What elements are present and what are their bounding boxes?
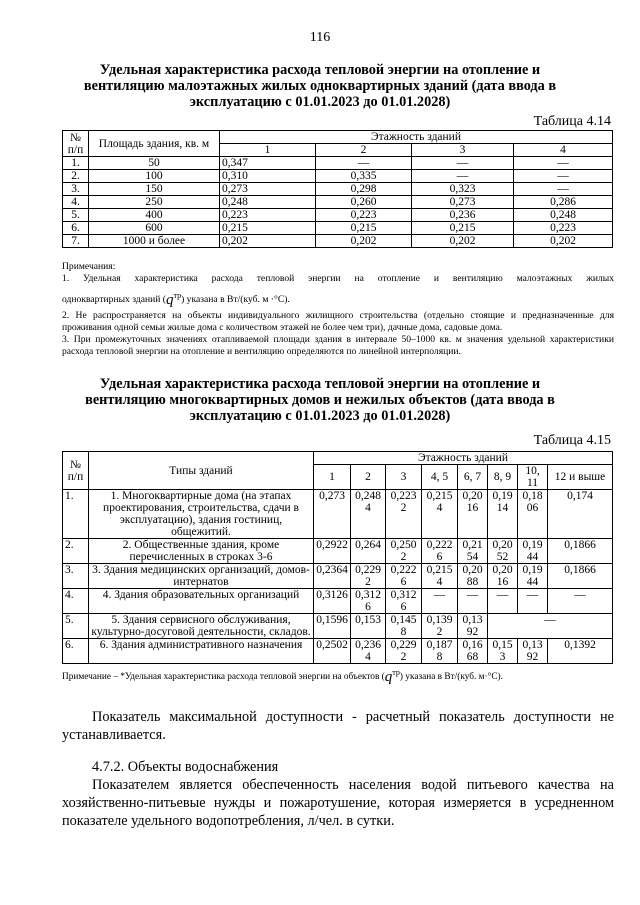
table-row (63, 222, 613, 235)
row-type: 3. Здания медицинских организаций, домов-интернатов (89, 564, 314, 589)
table2-note: Примечание – *Удельная характеристика расхода тепловой энергии на объектов $(q^{тр})$ указана в Вт/(куб. м·°С). (62, 668, 503, 685)
value-cell: 0,2226 (386, 564, 422, 589)
value-cell: 0,273 (412, 196, 514, 209)
value-cell: 0,2292 (351, 564, 386, 589)
value-cell: 0,1392 (518, 639, 548, 664)
value-cell: — (514, 170, 613, 183)
value-cell: 0,2154 (422, 564, 458, 589)
value-cell: 0,1668 (458, 639, 488, 664)
value-cell: 0,248 (220, 196, 316, 209)
table-row (63, 183, 613, 196)
value-cell: 0,264 (351, 539, 386, 564)
header-col: 1 (314, 465, 351, 490)
table-row (63, 170, 613, 183)
value-cell: 0,248 (514, 209, 613, 222)
header-col: 10, 11 (518, 465, 548, 490)
table-row (63, 157, 613, 170)
header-col: 2 (351, 465, 386, 490)
value-cell: 0,153 (351, 614, 386, 639)
value-cell: 0,2154 (422, 490, 458, 539)
section-heading: 4.7.2. Объекты водоснабжения (92, 759, 279, 775)
header-col: 3 (386, 465, 422, 490)
value-cell: 0,273 (220, 183, 316, 196)
header-col: 6, 7 (458, 465, 488, 490)
table-row (63, 209, 613, 222)
value-cell: 0,215 (316, 222, 412, 235)
value-cell: — (548, 589, 613, 614)
value-cell: — (514, 183, 613, 196)
row-type: 1. Многоквартирные дома (на этапах проектирования, строительства, сдачи в эксплуатацию), здания гостиниц, общежитий. (89, 490, 314, 539)
value-cell: 0,1458 (386, 614, 422, 639)
table-row (63, 490, 613, 539)
header-col: 4 (514, 144, 613, 157)
row-num: 5. (63, 209, 89, 222)
row-num: 1. (63, 157, 89, 170)
value-cell: 0,2232 (386, 490, 422, 539)
header-col: 2 (316, 144, 412, 157)
value-cell: — (412, 157, 514, 170)
page-number: 116 (309, 30, 331, 45)
paragraph: Показатель максимальной доступности - расчетный показатель доступности не устанавливается. (62, 709, 614, 743)
value-cell: — (518, 589, 548, 614)
value-cell: 0,215 (220, 222, 316, 235)
value-cell: 0,2016 (488, 564, 518, 589)
value-cell: — (412, 170, 514, 183)
value-cell: 0,2154 (458, 539, 488, 564)
header-col: 3 (412, 144, 514, 157)
value-cell: 0,2364 (314, 564, 351, 589)
row-num: 6. (63, 639, 89, 664)
value-cell: — (488, 589, 518, 614)
row-num: 3. (63, 564, 89, 589)
value-cell: 0,215 (412, 222, 514, 235)
value-cell: 0,223 (316, 209, 412, 222)
value-cell: 0,1392 (422, 614, 458, 639)
value-cell: 0,153 (488, 639, 518, 664)
row-type: 6. Здания административного назначения (89, 639, 314, 664)
table2-title: Удельная характеристика расхода тепловой энергии на отопление и вентиляцию многоквартирных домов и нежилых объектов (дата ввода в эксплуатацию с 01.01.2023 до 01.01.2028) (85, 376, 555, 424)
value-cell: 0,2052 (488, 539, 518, 564)
value-cell: 0,2502 (386, 539, 422, 564)
table-row (63, 196, 613, 209)
row-type: 4. Здания образовательных организаций (89, 589, 314, 614)
value-cell: 0,174 (548, 490, 613, 539)
header-floors: Этажность зданий (220, 131, 613, 144)
value-cell: 0,347 (220, 157, 316, 170)
table-row (63, 614, 613, 639)
header-types: Типы зданий (89, 452, 314, 490)
table-row (63, 564, 613, 589)
value-cell: 0,1944 (518, 564, 548, 589)
value-cell: 0,1944 (518, 539, 548, 564)
value-cell: 0,1866 (548, 564, 613, 589)
value-cell: 0,202 (220, 235, 316, 248)
value-cell: 0,1392 (548, 639, 613, 664)
row-num: 1. (63, 490, 89, 539)
table1-title: Удельная характеристика расхода тепловой энергии на отопление и вентиляцию малоэтажных жилых одноквартирных зданий (дата ввода в эксплуатацию с 01.01.2023 до 01.01.2028) (83, 62, 557, 110)
value-cell: 0,3126 (386, 589, 422, 614)
q-formula: $q^{тр}$ (165, 291, 182, 308)
header-col: 1 (220, 144, 316, 157)
value-cell: 0,2364 (351, 639, 386, 664)
value-cell: 0,1596 (314, 614, 351, 639)
row-num: 4. (63, 196, 89, 209)
q-formula: $q^{тр}$ (384, 668, 400, 685)
value-cell: 0,202 (412, 235, 514, 248)
row-num: 2. (63, 170, 89, 183)
table-4-15 (62, 451, 613, 664)
value-cell: — (514, 157, 613, 170)
value-cell: 0,286 (514, 196, 613, 209)
table1-label: Таблица 4.14 (533, 114, 611, 129)
row-num: 2. (63, 539, 89, 564)
header-col: 12 и выше (548, 465, 613, 490)
header-col: 8, 9 (488, 465, 518, 490)
value-cell: 0,2484 (351, 490, 386, 539)
table-row (63, 539, 613, 564)
value-cell: — (458, 589, 488, 614)
row-area: 50 (89, 157, 220, 170)
header-num: № п/п (63, 131, 89, 157)
value-cell: 0,223 (220, 209, 316, 222)
value-cell: — (316, 157, 412, 170)
value-cell: 0,3126 (351, 589, 386, 614)
value-cell: 0,335 (316, 170, 412, 183)
row-num: 5. (63, 614, 89, 639)
row-area: 600 (89, 222, 220, 235)
value-cell: 0,1878 (422, 639, 458, 664)
row-area: 100 (89, 170, 220, 183)
table-row (63, 235, 613, 248)
header-num: № п/п (63, 452, 89, 490)
value-cell: 0,1392 (458, 614, 488, 639)
value-cell: 0,2016 (458, 490, 488, 539)
value-cell: 0,260 (316, 196, 412, 209)
row-area: 250 (89, 196, 220, 209)
table-row (63, 639, 613, 664)
value-cell: — (422, 589, 458, 614)
value-cell: 0,2922 (314, 539, 351, 564)
row-num: 3. (63, 183, 89, 196)
header-col: 4, 5 (422, 465, 458, 490)
value-cell: 0,1866 (548, 539, 613, 564)
value-cell: 0,223 (514, 222, 613, 235)
row-area: 400 (89, 209, 220, 222)
row-type: 5. Здания сервисного обслуживания, культурно-досуговой деятельности, складов. (89, 614, 314, 639)
value-cell: 0,1914 (488, 490, 518, 539)
value-cell: 0,2088 (458, 564, 488, 589)
row-num: 6. (63, 222, 89, 235)
row-num: 7. (63, 235, 89, 248)
value-cell: — (488, 614, 613, 639)
value-cell: 0,1806 (518, 490, 548, 539)
value-cell: 0,236 (412, 209, 514, 222)
value-cell: 0,202 (514, 235, 613, 248)
row-num: 4. (63, 589, 89, 614)
row-type: 2. Общественные здания, кроме перечисленных в строках 3-6 (89, 539, 314, 564)
value-cell: 0,310 (220, 170, 316, 183)
paragraph: Показателем является обеспеченность населения водой питьевого качества на хозяйственно-питьевые нужды и пожаротушение, которая измеряется в усредненном показателе удельного водопотребления, л/чел. в сутки. (62, 777, 614, 829)
value-cell: 0,2226 (422, 539, 458, 564)
body-text (62, 708, 614, 830)
row-area: 150 (89, 183, 220, 196)
value-cell: 0,273 (314, 490, 351, 539)
value-cell: 0,323 (412, 183, 514, 196)
table-row (63, 589, 613, 614)
value-cell: 0,202 (316, 235, 412, 248)
table-4-14 (62, 130, 613, 248)
row-area: 1000 и более (89, 235, 220, 248)
header-area: Площадь здания, кв. м (89, 131, 220, 157)
value-cell: 0,3126 (314, 589, 351, 614)
table2-label: Таблица 4.15 (533, 433, 611, 448)
table1-notes: Примечания: 1. Удельная характеристика расхода тепловой энергии на отопление и вентиляцию малоэтажных жилых одноквартирных зданий $(q^{тр})$ указана в Вт/(куб. м ·°С). 2. Не распространяется на объекты индивидуального жилищного строительства (отдельно стоящие и предназначенные для проживания одной семьи жилые дома с количеством этажей не более чем три), дачные дома, садовые дома. 3. При промежуточных значениях отапливаемой площади здания в интервале 50–1000 кв. м значения удельной характеристики расхода тепловой энергии на отопление и вентиляцию определяются по линейной интерполяции. (62, 261, 614, 357)
value-cell: 0,2502 (314, 639, 351, 664)
header-floors: Этажность зданий (314, 452, 613, 465)
value-cell: 0,2292 (386, 639, 422, 664)
value-cell: 0,298 (316, 183, 412, 196)
